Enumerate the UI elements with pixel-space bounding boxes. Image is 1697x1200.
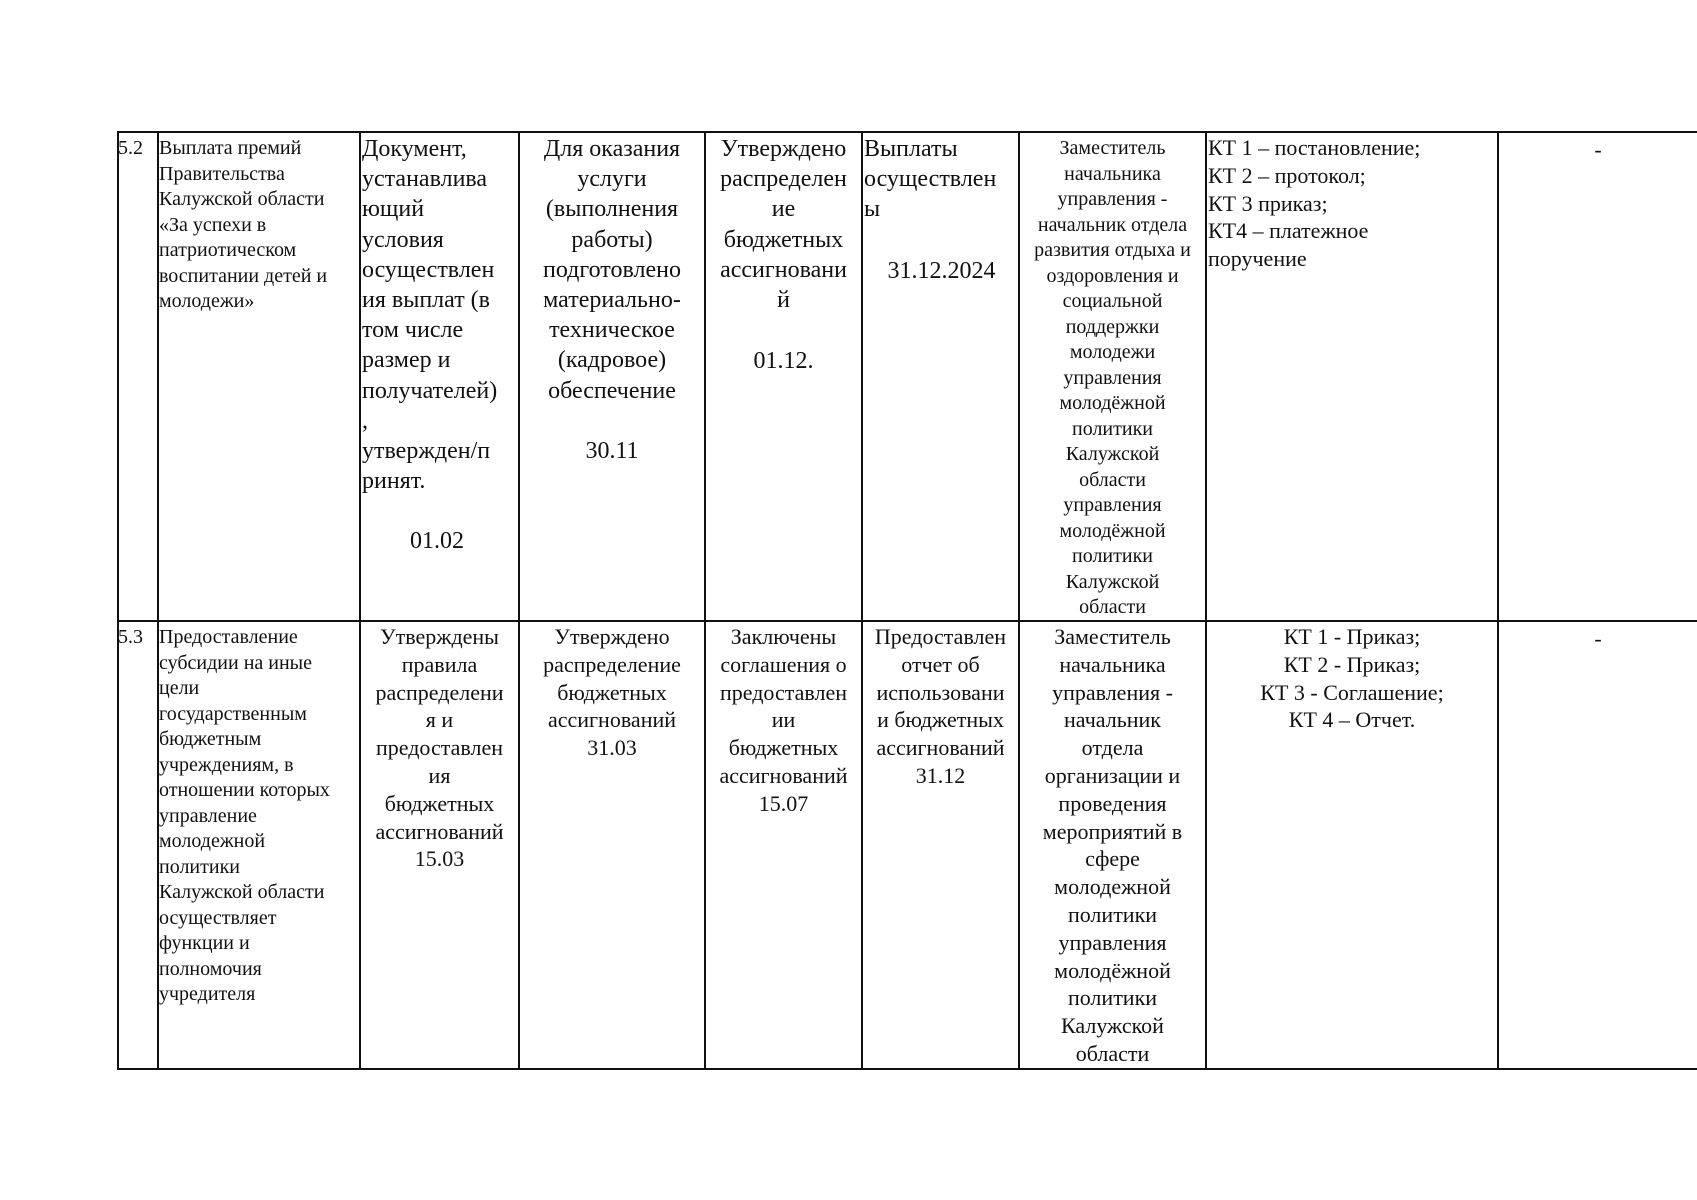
checkpoint-4-text: Выплаты осуществлен ы [864,136,997,223]
table-bottom-border [117,1068,1697,1070]
checkpoint-1-date: 01.02 [410,528,464,554]
checkpoint-4-text: Предоставлен отчет об использовани и бюджетных ассигнований 31.12 [874,624,1007,788]
checkpoint-4-date: 31.12.2024 [887,258,996,284]
row-divider [117,620,1697,622]
table-top-border [117,131,1697,133]
responsible-person: Заместитель начальника управления - начальник отдела развития отдыха и оздоровления и социальной поддержки молодежи управления молодёжной политики Калужской области управления молодёжной политики Калужской области [1034,137,1191,618]
column-border [861,131,863,1070]
checkpoint-3-text: Утверждено распределен ие бюджетных ассигновани й [720,136,847,314]
row-number: 5.3 [118,626,143,648]
documents: КТ 1 - Приказ; КТ 2 - Приказ; КТ 3 - Соглашение; КТ 4 – Отчет. [1260,624,1444,733]
documents: КТ 1 – постановление; КТ 2 – протокол; КТ 3 приказ; КТ4 – платежное поручение [1208,135,1421,272]
column-border [359,131,361,1070]
responsible-person: Заместитель начальника управления - начальник отдела организации и проведения мероприятий в сфере молодежной политики управления молодёжной политики Калужской области [1042,624,1183,1066]
checkpoint-3-date: 01.12. [753,348,814,374]
checkpoint-1-text: Документ, устанавлива ющий условия осуществлен ия выплат (в том числе размер и получателей) , утвержден/п ринят. [362,136,498,495]
event-name: Выплата премий Правительства Калужской области «За успехи в патриотическом воспитании детей и молодежи» [159,137,328,312]
column-border [1497,131,1499,1070]
event-name: Предоставление субсидии на иные цели государственным бюджетным учреждениям, в отношении которых управление молодежной политики Калужской области осуществляет функции и полномочия учредителя [159,626,330,1005]
checkpoint-2-text: Утверждено распределение бюджетных ассигнований 31.03 [543,624,681,761]
checkpoint-1-text: Утверждены правила распределени я и предоставлен ия бюджетных ассигнований 15.03 [375,624,504,872]
column-border [1205,131,1207,1070]
column-border [117,131,119,1070]
last-column: - [1594,137,1602,162]
last-column: - [1594,626,1602,651]
row-number: 5.2 [118,137,143,159]
checkpoint-3-text: Заключены соглашения о предоставлен ии бюджетных ассигнований 15.07 [719,624,848,816]
checkpoint-2-date: 30.11 [585,438,639,464]
checkpoint-2-text: Для оказания услуги (выполнения работы) подготовлено материально- техническое (кадровое) обеспечение [543,136,681,404]
